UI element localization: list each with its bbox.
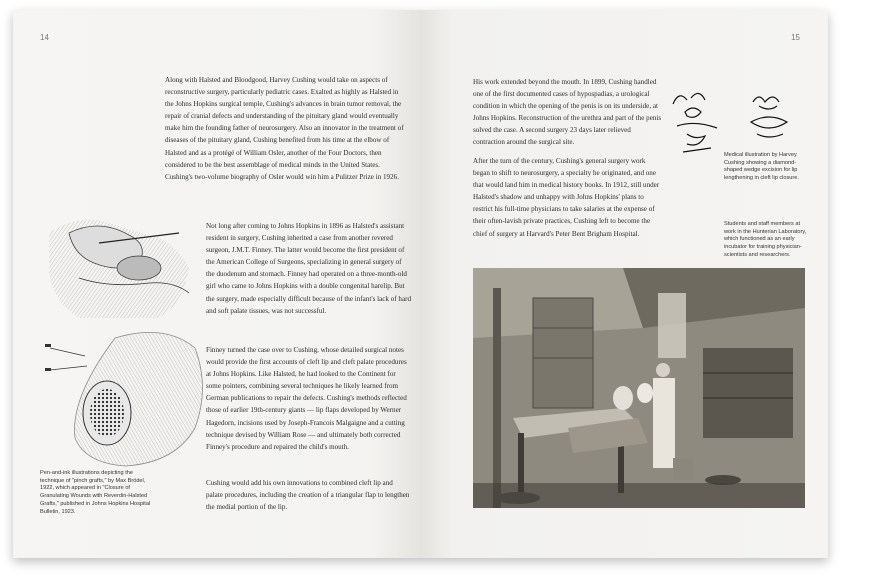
body-paragraph: His work extended beyond the mouth. In 1899, Cushing handled one of the first documented cases of hypospadias, a urological condition in which the opening of the penis is on its underside, at Johns Hopkins. Reconstruction of the urethra and part of the penis solved the case. A second surgery 23 days later relieved contraction around the surgical site. bbox=[473, 78, 662, 147]
page-number: 14 bbox=[40, 33, 49, 42]
figure-caption: Pen-and-ink illustrations depicting the technique of "pinch grafts," by Max Brödel, 1922, which appeared in "Closure of Granulating Wounds with Reverdin-Halsted Grafts," published in Johns Hopkins Hospital Bulletin, 1923. bbox=[40, 470, 151, 515]
figure-caption: Medical illustration by Harvey Cushing showing a diamond-shaped wedge excision for lip lengthening in cleft lip closure. bbox=[724, 152, 799, 182]
arm-graft-illustration bbox=[45, 328, 215, 468]
cleft-lip-sketch-illustration bbox=[665, 82, 805, 157]
left-page bbox=[13, 10, 420, 558]
laboratory-photo-scene bbox=[473, 268, 805, 508]
body-paragraph: Cushing would add his own innovations to combined cleft lip and palate procedures, including the creation of a triangular flap to lengthen the medial portion of the lip. bbox=[206, 479, 410, 512]
body-paragraph: Finney turned the case over to Cushing, whose detailed surgical notes would provide the first accounts of cleft lip and cleft palate procedures at Johns Hopkins. Like Halsted, he had looked to the Continent for some pointers, combining several techniques he likely learned from German publications to repair the defects. Cushing's methods reflected those of earlier 19th-century giants — lip flaps developed by Werner Hagedorn, incisions used by Joseph-Francois Malgaigne and a cutting technique devised by William Rose — and ultimately both corrected Finney's procedure and repaired the child's mouth. bbox=[206, 346, 407, 451]
book-spread bbox=[13, 10, 828, 558]
figure-caption: Students and staff members at work in the Hunterian Laboratory, which functioned as an early incubator for training physician-scientists and researchers. bbox=[724, 221, 807, 258]
laboratory-photograph bbox=[473, 268, 805, 508]
body-paragraph: Along with Halsted and Bloodgood, Harvey Cushing would take on aspects of reconstructive surgery, particularly pediatric cases. Exalted as highly as Halsted in the Johns Hopkins surgical temple, Cushing's advances in brain tumor removal, the repair of cranial defects and understanding of the pituitary gland would eventually make him the founding father of neurosurgery. Also an innovator in the treatment of diseases of the pituitary gland, Cushing benefited from his time at the elbow of Halsted and as a protégé of William Osler, another of the Four Doctors, then considered to be the best assemblage of medical minds in the United States. Cushing's two-volume biography of Osler would win him a Pulitzer Prize in 1926. bbox=[165, 76, 404, 181]
body-paragraph: Not long after coming to Johns Hopkins in 1896 as Halsted's assistant resident in surgery, Cushing inherited a case from another revered surgeon, J.M.T. Finney. The latter would become the first president of the American College of Surgeons, specializing in general surgery of the duodenum and stomach. Finney had operated on a three-month-old girl who came to Johns Hopkins with a double congenital harelip. But the surgery, made especially difficult because of the infant's lack of hard and soft palate tissues, was not successful. bbox=[206, 222, 412, 315]
hand-surgery-illustration bbox=[39, 193, 209, 323]
body-paragraph: After the turn of the century, Cushing's general surgery work began to shift to neurosurgery, a specialty he originated, and one that would land him in medical history books. In 1912, still under Halsted's shadow and unhappy with Johns Hopkins' plans to restrict his full-time physicians to take salaries at the expense of their often-lavish private practices, Cushing left to become the chief of surgery at Harvard's Peter Bent Brigham Hospital. bbox=[473, 157, 660, 238]
page-number: 15 bbox=[791, 33, 800, 42]
right-page bbox=[420, 10, 828, 558]
